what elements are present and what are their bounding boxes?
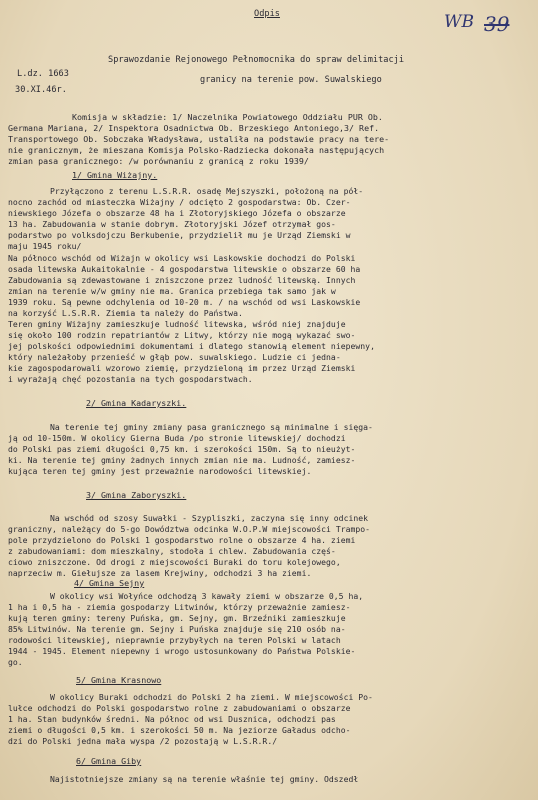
section-line: Na wschód od szosy Suwałki - Szypliszki, zaczyna się inny odcinek (50, 513, 369, 523)
section-line: Na północo wschód od Wiżajn w okolicy wsi Laskowskie dochodzi do Polski (8, 253, 356, 263)
section-title-kadaryszki: 2/ Gmina Kadaryszki. (86, 398, 187, 408)
section-line: 1 ha. Stan budynków średni. Na północ od wsi Dusznica, odchodzi pas (8, 714, 336, 724)
section-line: graniczny, należący do 5-go Dowództwa odcinka W.O.P.W miejscowości Trampo- (8, 524, 371, 534)
section-title-zaboryszki: 3/ Gmina Zaboryszki. (86, 490, 187, 500)
page-number: 39 (484, 12, 510, 36)
section-line: Na terenie tej gminy zmiany pasa granicznego są minimalne i sięga- (50, 422, 373, 432)
section-line: W okolicy Buraki odchodzi do Polski 2 ha ziemi. W miejscowości Po- (50, 692, 373, 702)
section-title-giby: 6/ Gmina Giby (76, 756, 142, 766)
section-line: go. (8, 657, 23, 667)
section-line: kie zagospodarowali wzorowo ziemię, przydzieloną im przez Urząd Ziemski (8, 363, 356, 373)
intro-line-5: zmian pasa granicznego: /w porównaniu z granicą z roku 1939/ (8, 156, 309, 166)
section-line: i wyrażają chęć pozostania na tych gospodarstwach. (8, 374, 253, 384)
section-line: 85% Litwinów. Na terenie gm. Sejny i Puńska znajduje się 210 osób na- (8, 624, 346, 634)
report-heading-line-2: granicy na terenie pow. Suwalskiego (200, 75, 382, 85)
document-title: Odpis (254, 9, 280, 19)
section-line: jej polskości odpowiednimi dokumentami i dlatego stanowią element niepewny, (8, 341, 375, 351)
section-line: 13 ha. Zabudowania w stanie dobrym. Złotoryjski Józef otrzymał gos- (8, 219, 336, 229)
section-title-krasnowo: 5/ Gmina Krasnowo (76, 675, 162, 685)
section-line: ki. Na terenie tej gminy żadnych innych zmian nie ma. Ludność, zamiesz- (8, 455, 356, 465)
section-line: się około 100 rodzin repatriantów z Litwy, którzy nie mogą wykazać swo- (8, 330, 356, 340)
section-line: nocno zachód od miasteczka Wiżajny / odcięto 2 gospodarstwa: Ob. Czer- (8, 197, 351, 207)
section-line: ciowo zniszczone. Od drogi z miejscowości Buraki do toru kolejowego, (8, 557, 341, 567)
section-line: 1 ha i 0,5 ha - ziemia gospodarzy Litwinów, którzy przeważnie zamiesz- (8, 602, 351, 612)
section-line: Przyłączono z terenu L.S.R.R. osadę Mejszyszki, położoną na pół- (50, 186, 364, 196)
section-line: podarstwo po volksdojczu Berkubenie, przydzielił mu je Urząd Ziemski w (8, 230, 351, 240)
intro-line-3: Transportowego Ob. Sobczaka Władysława, ustaliła na podstawie pracy na tere- (8, 134, 390, 144)
section-line: 1944 - 1945. Element niepewny i wrogo ustosunkowany do Państwa Polskie- (8, 646, 356, 656)
reference-date: 30.XI.46r. (15, 85, 67, 95)
section-line: 1939 roku. Są pewne odchylenia od 10-20 m. / na wschód od wsi Laskowskie (8, 297, 361, 307)
section-line: kują teren gminy: tereny Puńska, gm. Sejny, gm. Brzeźniki zamieszkuje (8, 613, 346, 623)
section-line: ją od 10-150m. W okolicy Gierna Buda /po stronie litewskiej/ dochodzi (8, 433, 346, 443)
section-line: z zabudowaniami: dom mieszkalny, stodoła i chlew. Zabudowania częś- (8, 546, 336, 556)
section-line: Najistotniejsze zmiany są na terenie właśnie tej gminy. Odszedł (50, 774, 359, 784)
reference-number: L.dz. 1663 (17, 69, 69, 79)
intro-line-1: Komisja w składzie: 1/ Naczelnika Powiatowego Oddziału PUR Ob. (72, 112, 383, 122)
section-line: W okolicy wsi Wołyńce odchodzą 3 kawały ziemi w obszarze 0,5 ha, (50, 591, 364, 601)
section-line: niewskiego Józefa o obszarze 48 ha i Złotoryjskiego Józefa o obszarze (8, 208, 346, 218)
section-line: ziemi o długości 0,5 km. i szerokości 50 m. Na jeziorze Gaładus odcho- (8, 725, 351, 735)
section-line: zmian na terenie w/w gminy nie ma. Granica przebiega tak samo jak w (8, 286, 336, 296)
section-line: osada litewska Aukaitokalnie - 4 gospodarstwa litewskie o obszarze 60 ha (8, 264, 361, 274)
section-line: dzi do Polski jedna mała wyspa /2 pozostają w L.S.R.R./ (8, 736, 278, 746)
handwritten-mark: WB (444, 12, 474, 32)
section-title-wizajny: 1/ Gmina Wiżajny. (72, 170, 158, 180)
section-line: maju 1945 roku/ (8, 241, 82, 251)
intro-line-4: nie granicznym, że mieszana Komisja Polsko-Radziecka dokonała następujących (8, 145, 385, 155)
section-line: Zabudowania są zdewastowane i zniszczone przez ludność litewską. Innych (8, 275, 356, 285)
report-heading-line-1: Sprawozdanie Rejonowego Pełnomocnika do spraw delimitacji (108, 55, 405, 65)
section-line: do Polski pas ziemi długości 0,75 km. i szerokości 150m. Są to nieużyt- (8, 444, 356, 454)
section-line: który należałoby przenieść w głąb pow. suwalskiego. Ludzie ci jedna- (8, 352, 341, 362)
section-line: kująca teren tej gminy jest przeważnie narodowości litewskiej. (8, 466, 312, 476)
section-title-sejny: 4/ Gmina Sejny (74, 578, 145, 588)
section-line: Teren gminy Wiżajny zamieszkuje ludność litewska, wśród niej znajduje (8, 319, 346, 329)
section-line: naprzeciw m. Giełujsze za lasem Krejwiny, odchodzi 3 ha ziemi. (8, 568, 312, 578)
section-line: lułce odchodzi do Polski gospodarstwo rolne z zabudowaniami o obszarze (8, 703, 351, 713)
intro-line-2: Germana Mariana, 2/ Inspektora Osadnictwa Ob. Brzeskiego Antoniego,3/ Ref. (8, 123, 380, 133)
section-line: pole przydzielono do Polski 1 gospodarstwo rolne o obszarze 4 ha. ziemi (8, 535, 356, 545)
section-line: na korzyść L.S.R.R. Ziemia ta należy do Państwa. (8, 308, 243, 318)
section-line: rodowości litewskiej, nieprawnie przybyłych na teren Polski w latach (8, 635, 341, 645)
